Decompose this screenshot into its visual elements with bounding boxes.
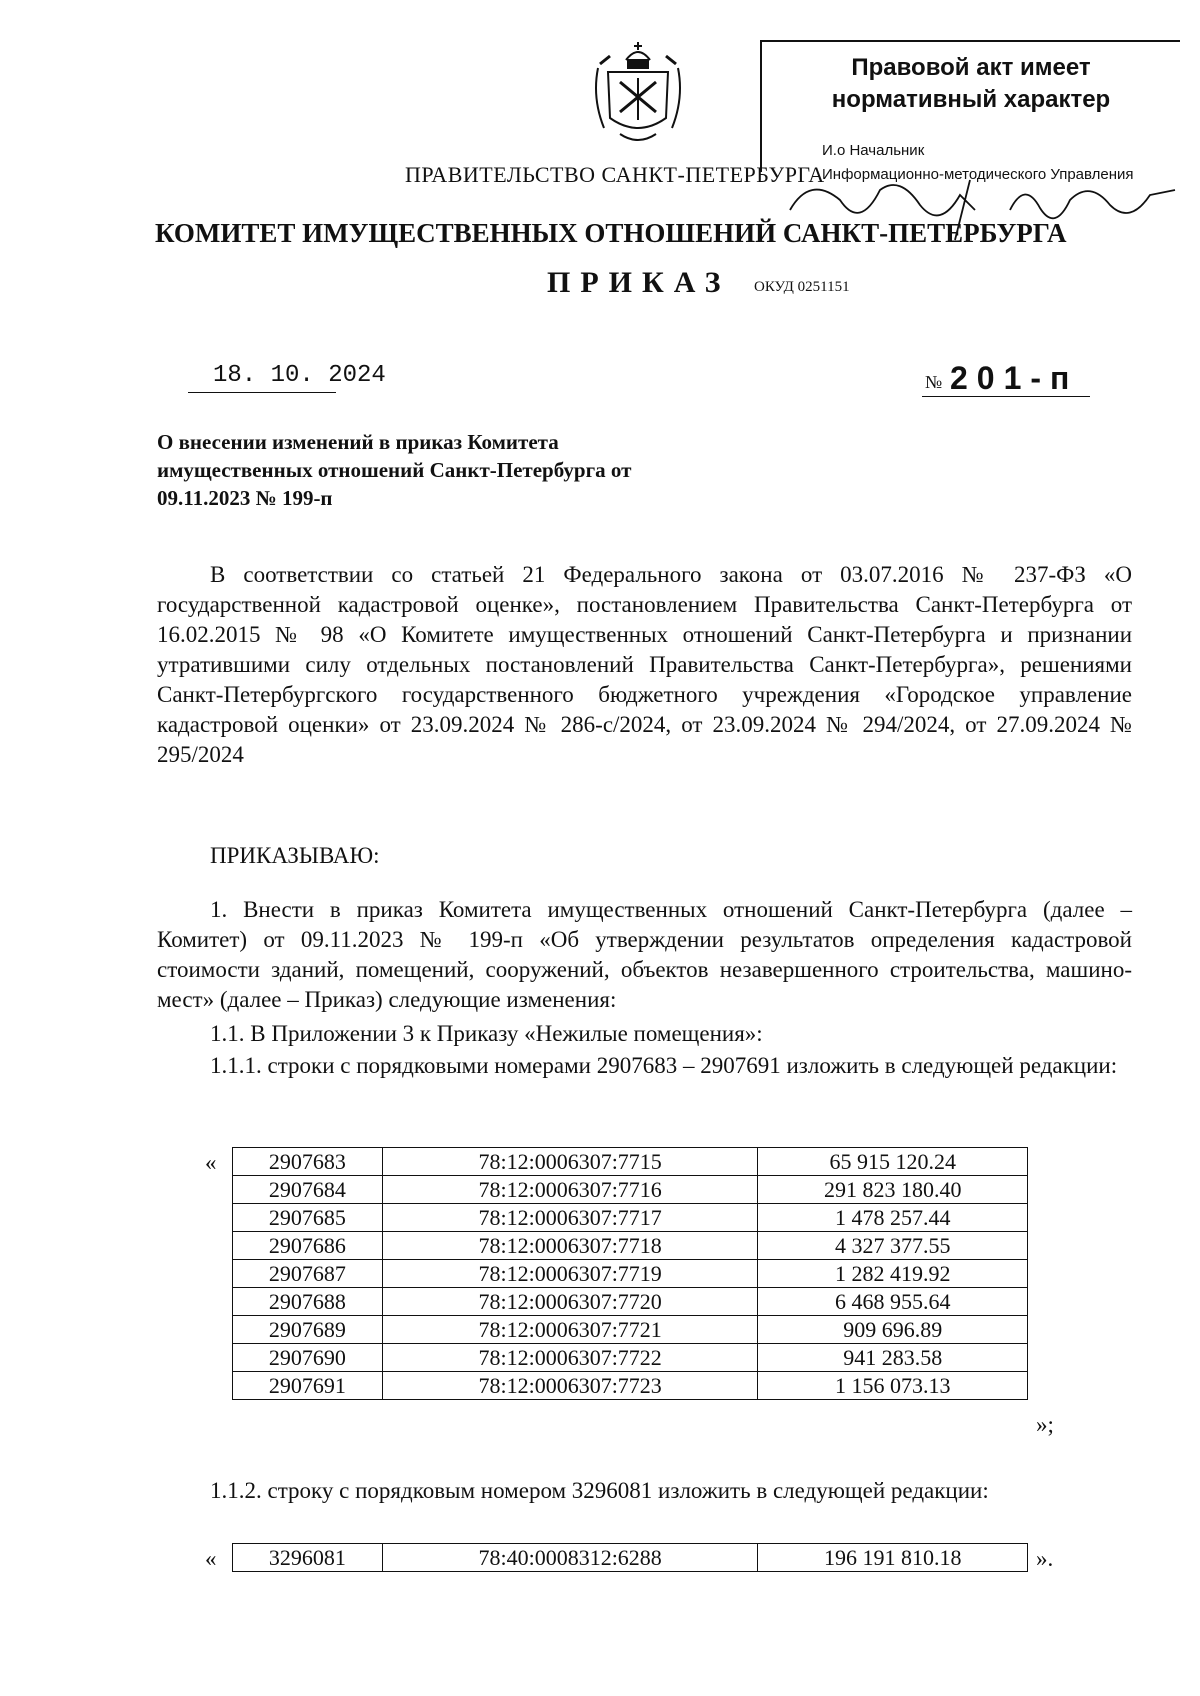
number-sign: №	[925, 372, 943, 392]
cadastral-value-cell: 65 915 120.24	[758, 1148, 1028, 1176]
order-subject: О внесении изменений в приказ Комитета имущественных отношений Санкт-Петербурга от 09.11.2023 № 199-п	[157, 430, 632, 510]
row-number-cell: 2907691	[233, 1372, 383, 1400]
table-row	[233, 1232, 1028, 1260]
table2-close-quote: ».	[1036, 1546, 1054, 1571]
date-underline	[188, 392, 336, 393]
stamp-line-4: Информационно-методического Управления	[822, 166, 1134, 183]
row-number-cell: 2907683	[233, 1148, 383, 1176]
row-number-cell: 2907689	[233, 1316, 383, 1344]
committee-title: КОМИТЕТ ИМУЩЕСТВЕННЫХ ОТНОШЕНИЙ САНКТ-ПЕТЕРБУРГА	[155, 218, 1067, 248]
order-date: 18. 10. 2024	[213, 362, 386, 389]
table-row	[233, 1544, 1028, 1572]
document-type: ПРИКАЗ	[547, 266, 731, 299]
number-underline	[922, 396, 1090, 397]
cadastral-number-cell: 78:12:0006307:7715	[382, 1148, 758, 1176]
stamp-line-2: нормативный характер	[831, 86, 1111, 113]
table-row	[233, 1204, 1028, 1232]
table-row	[233, 1344, 1028, 1372]
table-1	[232, 1147, 1028, 1400]
table2-open-quote: «	[205, 1546, 217, 1571]
table1-close-quote: »;	[1036, 1412, 1054, 1437]
row-number-cell: 2907688	[233, 1288, 383, 1316]
stamp-line-1: Правовой акт имеет	[851, 54, 1091, 81]
row-number-cell: 2907684	[233, 1176, 383, 1204]
cadastral-value-cell: 4 327 377.55	[758, 1232, 1028, 1260]
cadastral-value-cell: 1 282 419.92	[758, 1260, 1028, 1288]
table-row	[233, 1288, 1028, 1316]
item-1: 1. Внести в приказ Комитета имущественных отношений Санкт-Петербурга (далее – Комитет) от 09.11.2023 № 199-п «Об утверждении результатов определения кадастровой стоимости зданий, помещений, сооружений, объектов незавершенного строительства, машино-мест» (далее – Приказ) следующие изменения:	[157, 897, 1132, 1012]
item-1-1: 1.1. В Приложении 3 к Приказу «Нежилые помещения»:	[210, 1021, 763, 1046]
table1-open-quote: «	[205, 1150, 217, 1175]
row-number-cell: 2907685	[233, 1204, 383, 1232]
order-word: ПРИКАЗЫВАЮ:	[210, 843, 380, 868]
cadastral-value-cell: 1 478 257.44	[758, 1204, 1028, 1232]
cadastral-number-cell: 78:40:0008312:6288	[382, 1544, 758, 1572]
table-row	[233, 1176, 1028, 1204]
row-number-cell: 2907686	[233, 1232, 383, 1260]
cadastral-number-cell: 78:12:0006307:7718	[382, 1232, 758, 1260]
item-1-1-1: 1.1.1. строки с порядковыми номерами 2907683 – 2907691 изложить в следующей редакции:	[210, 1053, 1118, 1078]
stamp-line-3: И.о Начальник	[822, 142, 925, 159]
table-row	[233, 1316, 1028, 1344]
row-number-cell: 2907690	[233, 1344, 383, 1372]
cadastral-value-cell: 196 191 810.18	[758, 1544, 1028, 1572]
cadastral-number-cell: 78:12:0006307:7720	[382, 1288, 758, 1316]
table-2	[232, 1543, 1028, 1572]
cadastral-number-cell: 78:12:0006307:7719	[382, 1260, 758, 1288]
row-number-cell: 2907687	[233, 1260, 383, 1288]
preamble-paragraph: В соответствии со статьей 21 Федерального закона от 03.07.2016 № 237-ФЗ «О государственной кадастровой оценке», постановлением Правительства Санкт-Петербурга от 16.02.2015 № 98 «О Комитете имущественных отношений Санкт-Петербурга и признании утратившими силу отдельных постановлений Правительства Санкт-Петербурга», решениями Санкт-Петербургского государственного бюджетного учреждения «Городское управление кадастровой оценки» от 23.09.2024 № 286-с/2024, от 23.09.2024 № 294/2024, от 27.09.2024 № 295/2024	[157, 562, 1132, 767]
table-row	[233, 1148, 1028, 1176]
cadastral-value-cell: 909 696.89	[758, 1316, 1028, 1344]
table-row	[233, 1260, 1028, 1288]
normative-act-stamp	[760, 40, 1180, 183]
cadastral-number-cell: 78:12:0006307:7721	[382, 1316, 758, 1344]
item-1-1-2: 1.1.2. строку с порядковым номером 3296081 изложить в следующей редакции:	[210, 1478, 989, 1503]
order-number: 201-п	[950, 360, 1079, 396]
cadastral-number-cell: 78:12:0006307:7717	[382, 1204, 758, 1232]
cadastral-value-cell: 1 156 073.13	[758, 1372, 1028, 1400]
cadastral-value-cell: 291 823 180.40	[758, 1176, 1028, 1204]
cadastral-value-cell: 6 468 955.64	[758, 1288, 1028, 1316]
cadastral-value-cell: 941 283.58	[758, 1344, 1028, 1372]
coat-of-arms-emblem	[590, 38, 686, 150]
government-title: ПРАВИТЕЛЬСТВО САНКТ-ПЕТЕРБУРГА	[405, 162, 825, 187]
cadastral-number-cell: 78:12:0006307:7716	[382, 1176, 758, 1204]
row-number-cell: 3296081	[233, 1544, 383, 1572]
cadastral-number-cell: 78:12:0006307:7722	[382, 1344, 758, 1372]
cadastral-number-cell: 78:12:0006307:7723	[382, 1372, 758, 1400]
table-row	[233, 1372, 1028, 1400]
okud-code: ОКУД 0251151	[754, 279, 850, 295]
